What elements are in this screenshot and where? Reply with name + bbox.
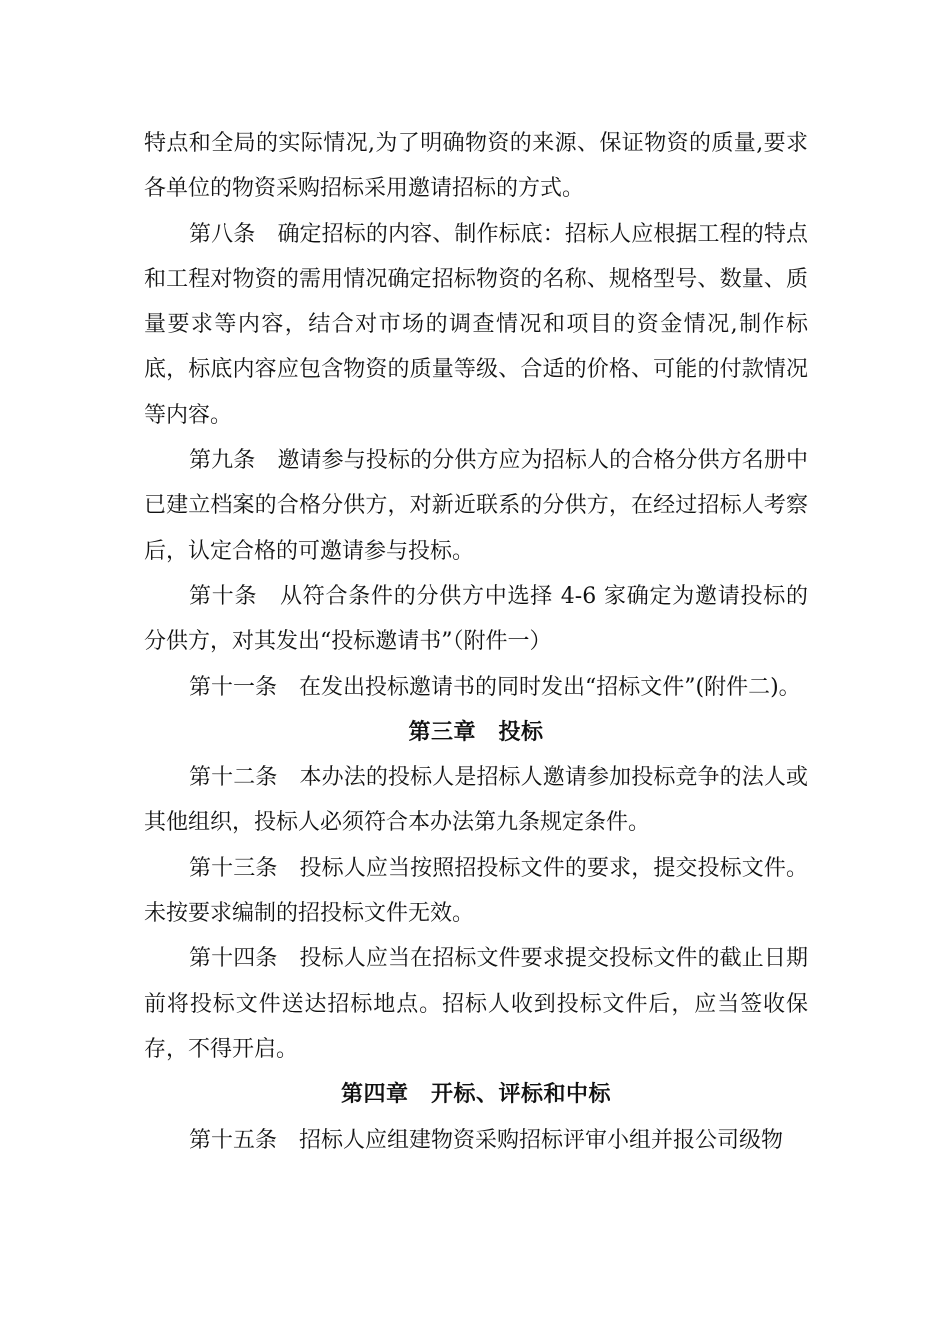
article-10: 第十条 从符合条件的分供方中选择 4-6 家确定为邀请投标的分供方，对其发出“投标邀请书”（附件一） [144,583,808,655]
chapter-4-heading: 第四章 开标、评标和中标 [340,1082,611,1108]
article-14: 第十四条 投标人应当在招标文件要求提交投标文件的截止日期前将投标文件送达招标地点。招标人收到投标文件后，应当签收保存，不得开启。 [144,946,808,1062]
article-8: 第八条 确定招标的内容、制作标底：招标人应根据工程的特点和工程对物资的需用情况确定招标物资的名称、规格型号、数量、质量要求等内容，结合对市场的调查情况和项目的资金情况,制作标底，标底内容应包含物资的质量等级、合适的价格、可能的付款情况等内容。 [144,221,808,428]
article-11: 第十一条 在发出投标邀请书的同时发出“招标文件”(附件二)。 [189,674,801,700]
article-12: 第十二条 本办法的投标人是招标人邀请参加投标竞争的法人或其他组织，投标人必须符合本办法第九条规定条件。 [144,765,808,836]
chapter-3-heading: 第三章 投标 [408,719,544,745]
article-9: 第九条 邀请参与投标的分供方应为招标人的合格分供方名册中已建立档案的合格分供方，对新近联系的分供方，在经过招标人考察后，认定合格的可邀请参与投标。 [144,448,808,564]
paragraph-continuation: 特点和全局的实际情况,为了明确物资的来源、保证物资的质量,要求各单位的物资采购招标采用邀请招标的方式。 [144,131,808,202]
article-13: 第十三条 投标人应当按照招投标文件的要求，提交投标文件。未按要求编制的招投标文件无效。 [144,855,808,927]
article-15: 第十五条 招标人应组建物资采购招标评审小组并报公司级物 [189,1127,784,1153]
document-body [144,121,808,1163]
